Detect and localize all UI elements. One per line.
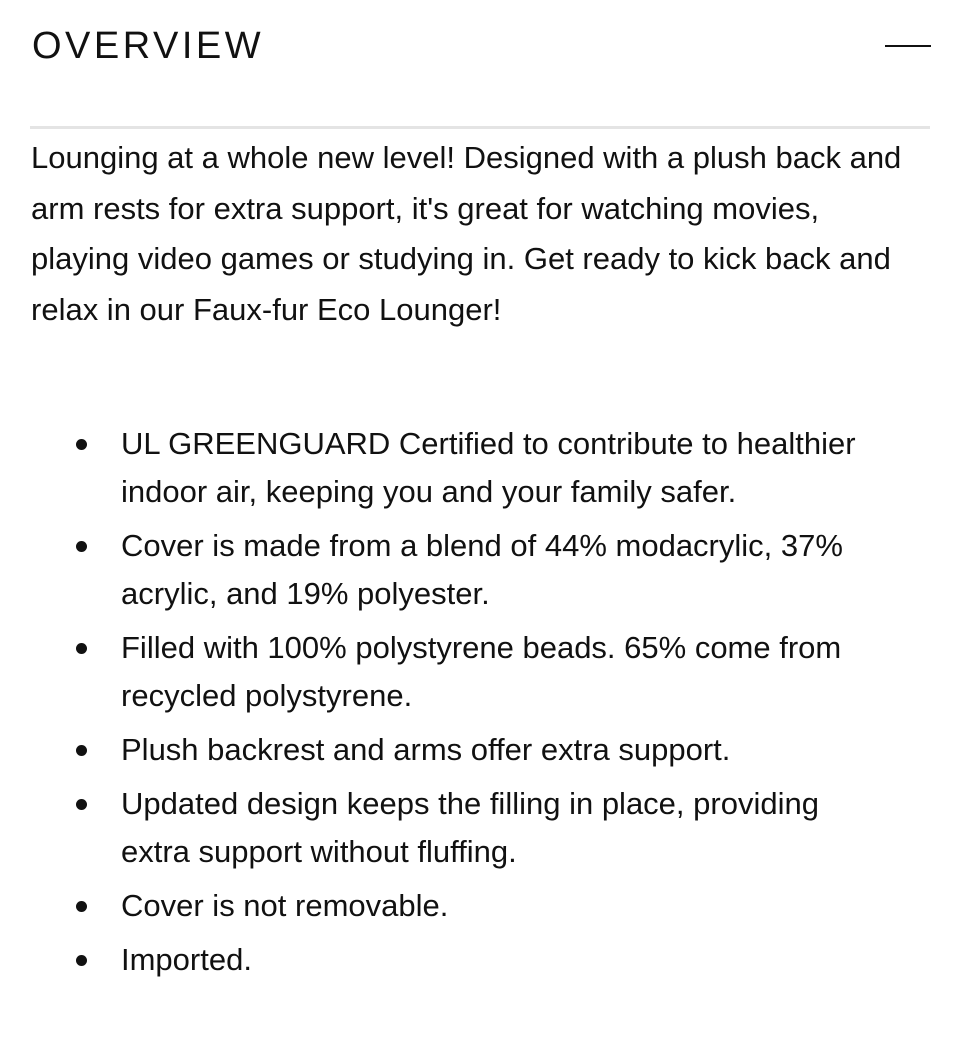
- feature-list-item: [0, 522, 960, 618]
- feature-list-item: [0, 780, 960, 876]
- bullet-dot-icon: [76, 541, 87, 552]
- feature-list: [0, 420, 960, 990]
- feature-text: Plush backrest and arms offer extra support.: [121, 732, 731, 767]
- product-description: Lounging at a whole new level! Designed with a plush back and arm rests for extra support, it's great for watching movies, playing video games or studying in. Get ready to kick back and relax in our Faux-fur Eco Lounger!: [31, 140, 902, 327]
- feature-list-item: [0, 882, 960, 930]
- bullet-dot-icon: [76, 799, 87, 810]
- feature-list-item: [0, 936, 960, 984]
- section-divider: [30, 126, 930, 129]
- bullet-dot-icon: [76, 439, 87, 450]
- overview-title: OVERVIEW: [32, 25, 265, 67]
- feature-text: Imported.: [121, 942, 252, 977]
- feature-text: Filled with 100% polystyrene beads. 65% come from recycled polystyrene.: [121, 630, 842, 713]
- feature-text: Updated design keeps the filling in place, providing extra support without fluffing.: [121, 786, 819, 869]
- bullet-dot-icon: [76, 643, 87, 654]
- feature-list-item: [0, 726, 960, 774]
- feature-text: Cover is not removable.: [121, 888, 449, 923]
- feature-list-item: [0, 624, 960, 720]
- feature-text: UL GREENGUARD Certified to contribute to healthier indoor air, keeping you and your family safer.: [121, 426, 856, 509]
- bullet-dot-icon: [76, 901, 87, 912]
- feature-list-item: [0, 420, 960, 516]
- minus-collapse-icon[interactable]: [884, 31, 932, 61]
- bullet-dot-icon: [76, 955, 87, 966]
- bullet-dot-icon: [76, 745, 87, 756]
- feature-text: Cover is made from a blend of 44% modacrylic, 37% acrylic, and 19% polyester.: [121, 528, 843, 611]
- overview-accordion-header[interactable]: [32, 18, 930, 74]
